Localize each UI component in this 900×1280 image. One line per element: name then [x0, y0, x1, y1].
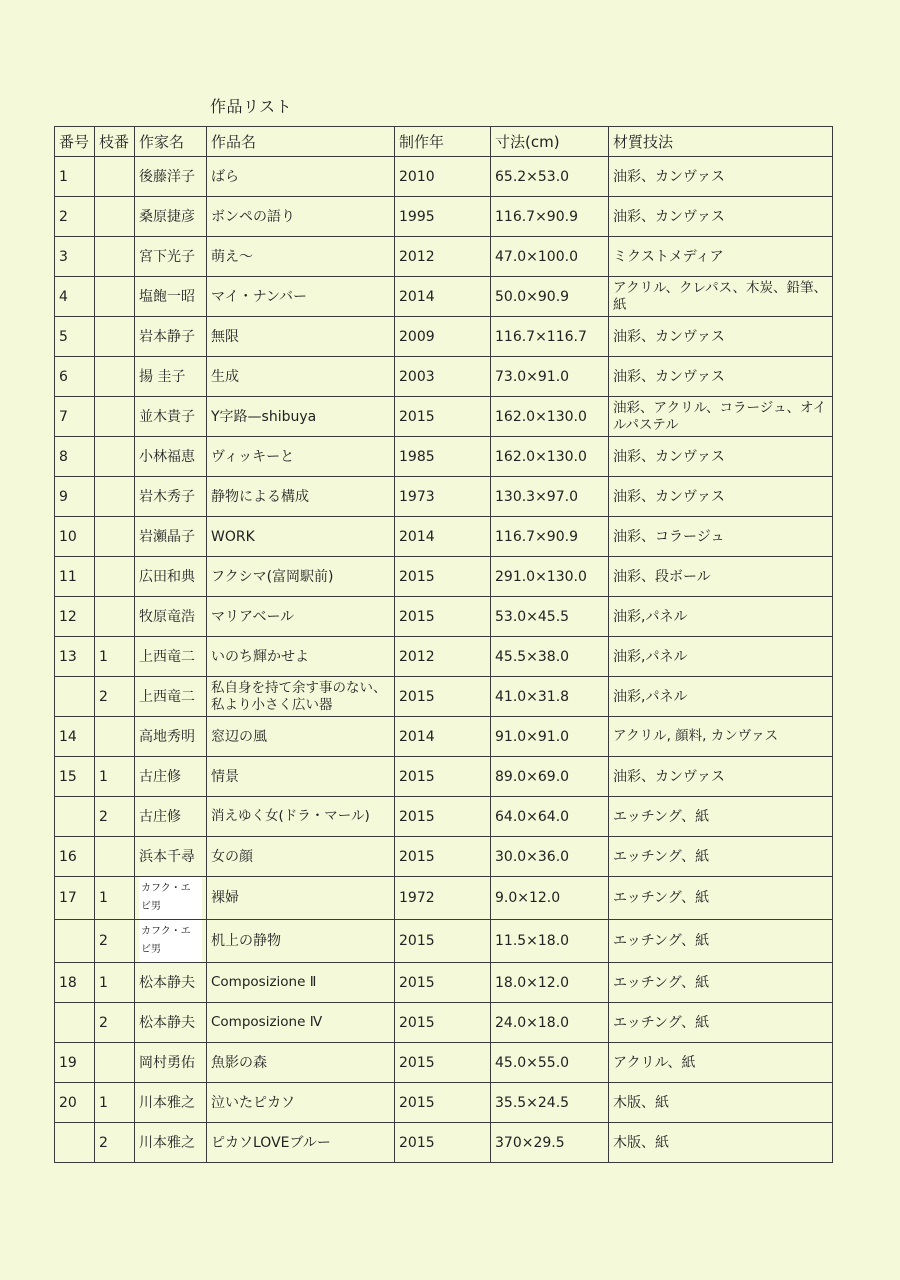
cell-material: エッチング、紙 — [609, 963, 833, 1003]
cell-material: アクリル、クレパス、木炭、鉛筆、紙 — [609, 277, 833, 317]
table-row — [55, 237, 833, 277]
cell-sub-number: 2 — [95, 677, 135, 717]
table-row — [55, 317, 833, 357]
cell-sub-number — [95, 717, 135, 757]
cell-material: 油彩、カンヴァス — [609, 157, 833, 197]
cell-material: 油彩、カンヴァス — [609, 197, 833, 237]
cell-number: 10 — [55, 517, 95, 557]
cell-year: 2015 — [395, 397, 491, 437]
cell-sub-number: 1 — [95, 877, 135, 920]
cell-material: 木版、紙 — [609, 1123, 833, 1163]
cell-material: 油彩、カンヴァス — [609, 757, 833, 797]
header-row — [55, 127, 833, 157]
table-row — [55, 1123, 833, 1163]
cell-material: 油彩,パネル — [609, 597, 833, 637]
cell-material: エッチング、紙 — [609, 877, 833, 920]
artist-name-small: カフク・エビ男 — [139, 877, 202, 919]
cell-year: 1985 — [395, 437, 491, 477]
cell-title: 静物による構成 — [207, 477, 395, 517]
cell-artist: 松本静夫 — [135, 963, 207, 1003]
cell-artist: 古庄修 — [135, 797, 207, 837]
cell-title: ピカソLOVEブルー — [207, 1123, 395, 1163]
cell-artist: 高地秀明 — [135, 717, 207, 757]
works-table — [54, 126, 833, 1163]
cell-number: 6 — [55, 357, 95, 397]
table-row — [55, 1083, 833, 1123]
cell-artist: 岩本静子 — [135, 317, 207, 357]
cell-title: 私自身を持て余す事のない、私より小さく広い器 — [207, 677, 395, 717]
cell-title: 泣いたピカソ — [207, 1083, 395, 1123]
cell-year: 2014 — [395, 277, 491, 317]
cell-year: 2015 — [395, 1003, 491, 1043]
cell-sub-number: 1 — [95, 757, 135, 797]
cell-number: 14 — [55, 717, 95, 757]
cell-year: 2012 — [395, 237, 491, 277]
header-number: 番号 — [55, 127, 95, 157]
header-size: 寸法(cm) — [491, 127, 609, 157]
cell-size: 35.5×24.5 — [491, 1083, 609, 1123]
cell-material: エッチング、紙 — [609, 797, 833, 837]
cell-year: 2015 — [395, 1043, 491, 1083]
cell-sub-number — [95, 517, 135, 557]
artist-name-small: カフク・エビ男 — [139, 920, 202, 962]
cell-size: 162.0×130.0 — [491, 397, 609, 437]
cell-size: 291.0×130.0 — [491, 557, 609, 597]
cell-number: 2 — [55, 197, 95, 237]
table-row — [55, 357, 833, 397]
cell-material: 油彩,パネル — [609, 637, 833, 677]
cell-sub-number — [95, 317, 135, 357]
cell-number: 8 — [55, 437, 95, 477]
table-header — [55, 127, 833, 157]
cell-title: 情景 — [207, 757, 395, 797]
cell-artist: 川本雅之 — [135, 1083, 207, 1123]
cell-title: フクシマ(富岡駅前) — [207, 557, 395, 597]
cell-number: 13 — [55, 637, 95, 677]
cell-title: 萌え～ — [207, 237, 395, 277]
cell-sub-number — [95, 157, 135, 197]
cell-year: 2015 — [395, 920, 491, 963]
cell-year: 2014 — [395, 517, 491, 557]
cell-sub-number — [95, 597, 135, 637]
cell-number: 17 — [55, 877, 95, 920]
cell-artist: 桑原捷彦 — [135, 197, 207, 237]
cell-sub-number: 2 — [95, 1003, 135, 1043]
cell-material: 油彩、カンヴァス — [609, 477, 833, 517]
cell-title: WORK — [207, 517, 395, 557]
cell-artist: 古庄修 — [135, 757, 207, 797]
table-row — [55, 797, 833, 837]
cell-artist: 小林福恵 — [135, 437, 207, 477]
cell-number: 11 — [55, 557, 95, 597]
cell-artist: 揚 圭子 — [135, 357, 207, 397]
cell-title: 魚影の森 — [207, 1043, 395, 1083]
cell-title: 机上の静物 — [207, 920, 395, 963]
table-row — [55, 477, 833, 517]
cell-sub-number — [95, 357, 135, 397]
cell-title: マリアベール — [207, 597, 395, 637]
cell-size: 116.7×90.9 — [491, 197, 609, 237]
cell-material: 油彩、カンヴァス — [609, 437, 833, 477]
cell-year: 2015 — [395, 1083, 491, 1123]
cell-year: 2015 — [395, 837, 491, 877]
cell-number — [55, 1003, 95, 1043]
cell-title: いのち輝かせよ — [207, 637, 395, 677]
cell-size: 50.0×90.9 — [491, 277, 609, 317]
cell-number — [55, 1123, 95, 1163]
table-row — [55, 437, 833, 477]
cell-size: 91.0×91.0 — [491, 717, 609, 757]
table-row — [55, 837, 833, 877]
document-title: 作品リスト — [210, 97, 293, 116]
table-row — [55, 637, 833, 677]
cell-artist: 広田和典 — [135, 557, 207, 597]
cell-size: 11.5×18.0 — [491, 920, 609, 963]
cell-size: 24.0×18.0 — [491, 1003, 609, 1043]
cell-artist: 牧原竜浩 — [135, 597, 207, 637]
cell-year: 2015 — [395, 1123, 491, 1163]
cell-year: 2003 — [395, 357, 491, 397]
table-row — [55, 197, 833, 237]
cell-number: 15 — [55, 757, 95, 797]
table-row — [55, 717, 833, 757]
cell-year: 1972 — [395, 877, 491, 920]
cell-size: 73.0×91.0 — [491, 357, 609, 397]
header-material: 材質技法 — [609, 127, 833, 157]
cell-title: 消えゆく女(ドラ・マール) — [207, 797, 395, 837]
cell-title: Y字路—shibuya — [207, 397, 395, 437]
cell-number: 5 — [55, 317, 95, 357]
cell-size: 116.7×116.7 — [491, 317, 609, 357]
cell-sub-number: 2 — [95, 797, 135, 837]
cell-number: 1 — [55, 157, 95, 197]
cell-artist: 並木貴子 — [135, 397, 207, 437]
cell-title: 窓辺の風 — [207, 717, 395, 757]
cell-material: 油彩、コラージュ — [609, 517, 833, 557]
cell-size: 47.0×100.0 — [491, 237, 609, 277]
cell-title: 裸婦 — [207, 877, 395, 920]
cell-year: 2015 — [395, 797, 491, 837]
cell-sub-number — [95, 197, 135, 237]
cell-sub-number: 1 — [95, 963, 135, 1003]
cell-material: 油彩,パネル — [609, 677, 833, 717]
cell-year: 2009 — [395, 317, 491, 357]
cell-material: エッチング、紙 — [609, 837, 833, 877]
cell-artist: 松本静夫 — [135, 1003, 207, 1043]
table-row — [55, 920, 833, 963]
table-row — [55, 963, 833, 1003]
cell-sub-number — [95, 237, 135, 277]
cell-artist: 後藤洋子 — [135, 157, 207, 197]
cell-artist: 岡村勇佑 — [135, 1043, 207, 1083]
cell-material: 油彩、段ボール — [609, 557, 833, 597]
cell-size: 89.0×69.0 — [491, 757, 609, 797]
table-row — [55, 1043, 833, 1083]
cell-year: 2015 — [395, 677, 491, 717]
cell-material: 木版、紙 — [609, 1083, 833, 1123]
cell-size: 9.0×12.0 — [491, 877, 609, 920]
cell-year: 2015 — [395, 597, 491, 637]
cell-size: 116.7×90.9 — [491, 517, 609, 557]
cell-year: 2010 — [395, 157, 491, 197]
table-body — [55, 157, 833, 1163]
cell-size: 41.0×31.8 — [491, 677, 609, 717]
cell-title: ばら — [207, 157, 395, 197]
cell-material: 油彩、カンヴァス — [609, 317, 833, 357]
cell-material: 油彩、カンヴァス — [609, 357, 833, 397]
cell-artist: 川本雅之 — [135, 1123, 207, 1163]
cell-artist — [135, 877, 207, 920]
cell-year: 2015 — [395, 963, 491, 1003]
table-row — [55, 517, 833, 557]
header-sub-number: 枝番 — [95, 127, 135, 157]
cell-material: 油彩、アクリル、コラージュ、オイルパステル — [609, 397, 833, 437]
cell-title: 無限 — [207, 317, 395, 357]
cell-number: 16 — [55, 837, 95, 877]
cell-title: マイ・ナンバー — [207, 277, 395, 317]
cell-size: 162.0×130.0 — [491, 437, 609, 477]
cell-material: ミクストメディア — [609, 237, 833, 277]
cell-number — [55, 677, 95, 717]
header-year: 制作年 — [395, 127, 491, 157]
cell-sub-number: 1 — [95, 637, 135, 677]
cell-sub-number — [95, 437, 135, 477]
table-row — [55, 1003, 833, 1043]
cell-year: 1973 — [395, 477, 491, 517]
table-row — [55, 557, 833, 597]
cell-material: エッチング、紙 — [609, 920, 833, 963]
cell-sub-number — [95, 557, 135, 597]
cell-sub-number — [95, 477, 135, 517]
cell-number: 4 — [55, 277, 95, 317]
cell-number: 12 — [55, 597, 95, 637]
cell-sub-number — [95, 837, 135, 877]
table-row — [55, 157, 833, 197]
cell-material: エッチング、紙 — [609, 1003, 833, 1043]
cell-title: 女の顔 — [207, 837, 395, 877]
cell-size: 45.5×38.0 — [491, 637, 609, 677]
cell-size: 18.0×12.0 — [491, 963, 609, 1003]
cell-material: アクリル, 顔料, カンヴァス — [609, 717, 833, 757]
table-row — [55, 397, 833, 437]
cell-size: 130.3×97.0 — [491, 477, 609, 517]
cell-title: 生成 — [207, 357, 395, 397]
cell-number: 9 — [55, 477, 95, 517]
header-title: 作品名 — [207, 127, 395, 157]
table-row — [55, 757, 833, 797]
cell-sub-number — [95, 277, 135, 317]
cell-year: 2015 — [395, 757, 491, 797]
table-row — [55, 677, 833, 717]
cell-size: 65.2×53.0 — [491, 157, 609, 197]
cell-artist: 岩木秀子 — [135, 477, 207, 517]
cell-year: 2014 — [395, 717, 491, 757]
cell-number — [55, 797, 95, 837]
cell-sub-number — [95, 397, 135, 437]
cell-sub-number: 2 — [95, 1123, 135, 1163]
cell-artist: 上西竜二 — [135, 637, 207, 677]
cell-size: 53.0×45.5 — [491, 597, 609, 637]
cell-size: 370×29.5 — [491, 1123, 609, 1163]
cell-number: 20 — [55, 1083, 95, 1123]
cell-artist: 塩飽一昭 — [135, 277, 207, 317]
cell-size: 64.0×64.0 — [491, 797, 609, 837]
cell-size: 30.0×36.0 — [491, 837, 609, 877]
cell-year: 1995 — [395, 197, 491, 237]
cell-title: ヴィッキーと — [207, 437, 395, 477]
cell-material: アクリル、紙 — [609, 1043, 833, 1083]
cell-year: 2015 — [395, 557, 491, 597]
cell-artist: 岩瀬晶子 — [135, 517, 207, 557]
cell-size: 45.0×55.0 — [491, 1043, 609, 1083]
cell-artist: 宮下光子 — [135, 237, 207, 277]
cell-artist: 浜本千尋 — [135, 837, 207, 877]
cell-title: Composizione Ⅳ — [207, 1003, 395, 1043]
cell-title: Composizione Ⅱ — [207, 963, 395, 1003]
cell-artist: 上西竜二 — [135, 677, 207, 717]
cell-number: 18 — [55, 963, 95, 1003]
table-row — [55, 597, 833, 637]
cell-sub-number: 2 — [95, 920, 135, 963]
cell-number: 3 — [55, 237, 95, 277]
header-artist: 作家名 — [135, 127, 207, 157]
table-row — [55, 877, 833, 920]
cell-title: ボンペの語り — [207, 197, 395, 237]
cell-number: 7 — [55, 397, 95, 437]
cell-number — [55, 920, 95, 963]
cell-sub-number: 1 — [95, 1083, 135, 1123]
table-row — [55, 277, 833, 317]
cell-number: 19 — [55, 1043, 95, 1083]
cell-artist — [135, 920, 207, 963]
cell-year: 2012 — [395, 637, 491, 677]
cell-sub-number — [95, 1043, 135, 1083]
